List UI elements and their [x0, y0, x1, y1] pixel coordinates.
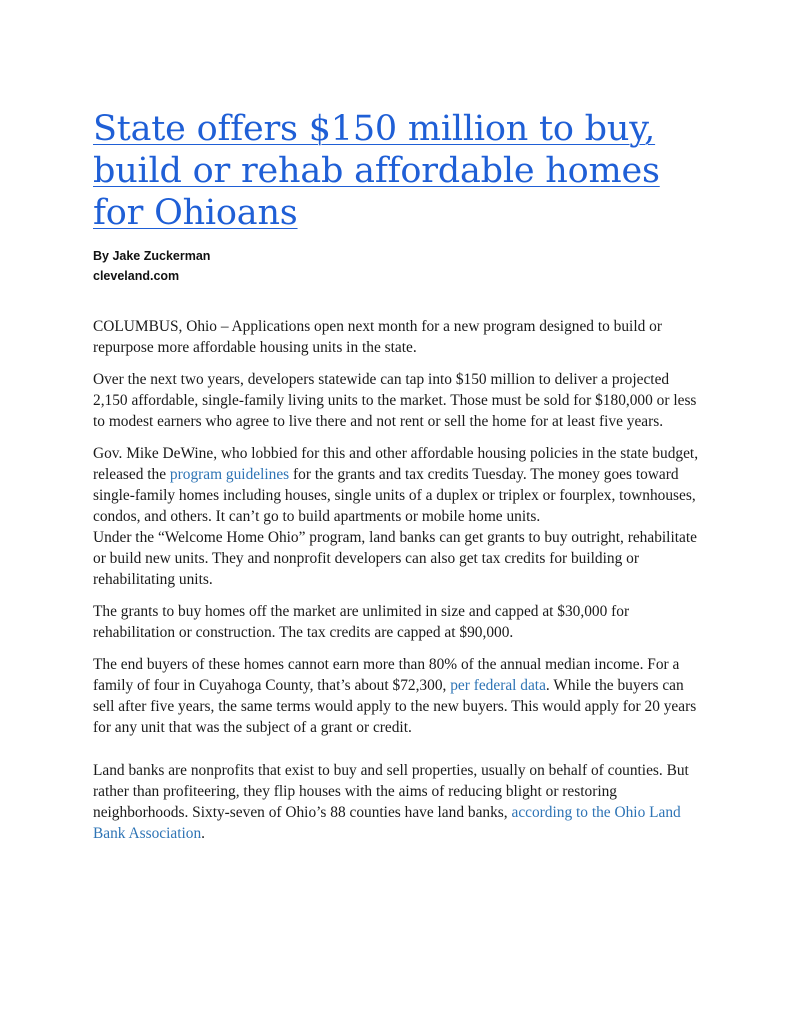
paragraph-text: . While the buyers can sell after five years, the same terms would apply to the new buyers. This would apply for 20 years for any unit that was the subject of a grant or credit. — [93, 677, 697, 736]
paragraph-text: . — [201, 825, 206, 842]
paragraph-guidelines — [93, 443, 703, 527]
article-page — [93, 108, 703, 855]
federal-data-link[interactable]: per federal data — [450, 677, 546, 694]
source-name: cleveland.com — [93, 269, 180, 283]
author-name: By Jake Zuckerman — [93, 249, 211, 263]
paragraph-intro: COLUMBUS, Ohio – Applications open next month for a new program designed to build or repurpose more affordable housing units in the state. — [93, 318, 662, 356]
paragraph-funding: Over the next two years, developers statewide can tap into $150 million to deliver a projected 2,150 affordable, single-family living units to the market. Those must be sold for $180,000 or less to modest earners who agree to live there and not rent or sell the home for at least five years. — [93, 371, 697, 430]
article-headline[interactable]: State offers $150 million to buy, build or rehab affordable homes for Ohioans — [93, 109, 660, 233]
land-bank-association-link[interactable]: according to the Ohio Land Bank Association — [93, 804, 681, 842]
paragraph-text: Gov. Mike DeWine, who lobbied for this and other affordable housing policies in the state budget, released the — [93, 445, 699, 483]
paragraph-grants: The grants to buy homes off the market are unlimited in size and capped at $30,000 for rehabilitation or construction. The tax credits are capped at $90,000. — [93, 603, 630, 641]
paragraph-text: for the grants and tax credits Tuesday. The money goes toward single-family homes including houses, single units of a duplex or triplex or fourplex, townhouses, condos, and others. It can’t go to build apartments or mobile home units. — [93, 466, 696, 525]
program-guidelines-link[interactable]: program guidelines — [169, 466, 290, 483]
paragraph-text: The end buyers of these homes cannot earn more than 80% of the annual median income. For a family of four in Cuyahoga County, that’s about $72,300, — [93, 656, 680, 694]
paragraph-buyers — [93, 654, 703, 738]
paragraph-welcome-home: Under the “Welcome Home Ohio” program, land banks can get grants to buy outright, rehabilitate or build new units. They and nonprofit developers can also get tax credits for building or rehabilitating units. — [93, 529, 697, 588]
paragraph-text: Land banks are nonprofits that exist to buy and sell properties, usually on behalf of counties. But rather than profiteering, they flip houses with the aims of reducing blight or restoring neighborhoods. Sixty-seven of Ohio’s 88 counties have land banks, — [93, 762, 689, 821]
article-body — [93, 316, 703, 844]
byline — [93, 246, 703, 286]
paragraph-land-banks — [93, 760, 703, 844]
